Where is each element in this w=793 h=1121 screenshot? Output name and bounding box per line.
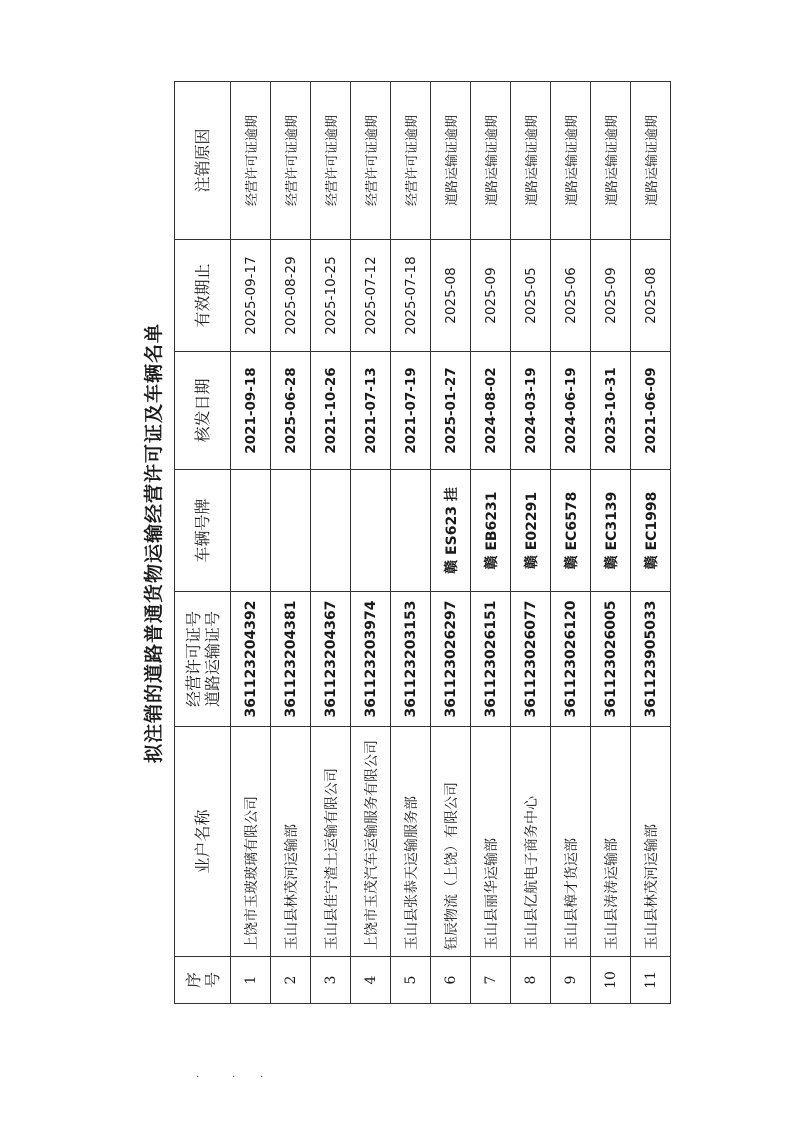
cell-reason: 经营许可证逾期: [391, 82, 431, 240]
cell-expiry: 2025-07-18: [391, 240, 431, 352]
cell-reason: 经营许可证逾期: [231, 82, 271, 240]
table-row: [471, 82, 511, 1004]
cell-reason: 经营许可证逾期: [271, 82, 311, 240]
table-row: [231, 82, 271, 1004]
cell-reason: 道路运输证逾期: [471, 82, 511, 240]
table-row: [551, 82, 591, 1004]
header-index-line1: 序: [183, 972, 203, 989]
cell-index: 7: [471, 957, 511, 1004]
cell-permit-number: 361123204392: [231, 592, 271, 727]
table-row: [271, 82, 311, 1004]
header-issue-date: 核发日期: [175, 352, 231, 470]
header-reason: 注销原因: [175, 82, 231, 240]
cell-plate: 赣 EC1998: [631, 470, 671, 592]
cell-plate: [391, 470, 431, 592]
cell-permit-number: 361123203974: [351, 592, 391, 727]
cell-issue-date: 2024-08-02: [471, 352, 511, 470]
cell-index: 10: [591, 957, 631, 1004]
table-row: [631, 82, 671, 1004]
cell-expiry: 2025-09-17: [231, 240, 271, 352]
cell-expiry: 2025-08: [631, 240, 671, 352]
cell-plate: [231, 470, 271, 592]
cell-expiry: 2025-09: [591, 240, 631, 352]
table-body: [231, 82, 671, 1004]
header-plate: 车辆号牌: [175, 470, 231, 592]
header-row: [175, 82, 231, 1004]
cell-reason: 经营许可证逾期: [311, 82, 351, 240]
cell-plate: [351, 470, 391, 592]
cell-business-name: 玉山县林茂河运输部: [271, 727, 311, 957]
header-expiry: 有效期止: [175, 240, 231, 352]
cell-reason: 道路运输证逾期: [551, 82, 591, 240]
rotated-document: [140, 82, 670, 1004]
cell-issue-date: 2023-10-31: [591, 352, 631, 470]
cell-index: 4: [351, 957, 391, 1004]
cell-issue-date: 2025-06-28: [271, 352, 311, 470]
cell-index: 2: [271, 957, 311, 1004]
header-index: [175, 957, 231, 1004]
cell-issue-date: 2021-09-18: [231, 352, 271, 470]
deregistration-table: [174, 81, 671, 1004]
document-title: 拟注销的道路普通货物运输经营许可证及车辆名单: [143, 323, 165, 764]
cell-issue-date: 2025-01-27: [431, 352, 471, 470]
cell-expiry: 2025-05: [511, 240, 551, 352]
cell-index: 6: [431, 957, 471, 1004]
table-row: [391, 82, 431, 1004]
scan-mark: ·: [196, 1072, 200, 1083]
cell-expiry: 2025-10-25: [311, 240, 351, 352]
cell-plate: 赣 EB6231: [471, 470, 511, 592]
scan-mark: ·: [232, 1072, 236, 1083]
cell-permit-number: 361123204367: [311, 592, 351, 727]
cell-business-name: 玉山县亿航电子商务中心: [511, 727, 551, 957]
cell-business-name: 上饶市玉玻玻璃有限公司: [231, 727, 271, 957]
header-permit-line1: 经营许可证号: [183, 611, 203, 708]
scan-mark: ·: [260, 1072, 264, 1083]
cell-issue-date: 2024-03-19: [511, 352, 551, 470]
cell-permit-number: 361123204381: [271, 592, 311, 727]
cell-reason: 经营许可证逾期: [351, 82, 391, 240]
header-name: 业户名称: [175, 727, 231, 957]
cell-index: 11: [631, 957, 671, 1004]
cell-permit-number: 361123203153: [391, 592, 431, 727]
cell-expiry: 2025-07-12: [351, 240, 391, 352]
cell-reason: 道路运输证逾期: [631, 82, 671, 240]
cell-permit-number: 361123026077: [511, 592, 551, 727]
cell-plate: [311, 470, 351, 592]
header-permit-line2: 道路运输证号: [202, 611, 222, 708]
cell-permit-number: 361123026005: [591, 592, 631, 727]
header-permit: [175, 592, 231, 727]
cell-issue-date: 2021-07-19: [391, 352, 431, 470]
header-index-line2: 号: [202, 972, 222, 989]
cell-permit-number: 361123905033: [631, 592, 671, 727]
cell-index: 5: [391, 957, 431, 1004]
table-row: [351, 82, 391, 1004]
cell-business-name: 玉山县张恭天运输服务部: [391, 727, 431, 957]
table-row: [591, 82, 631, 1004]
cell-issue-date: 2021-10-26: [311, 352, 351, 470]
cell-plate: [271, 470, 311, 592]
table-row: [311, 82, 351, 1004]
table-row: [511, 82, 551, 1004]
cell-business-name: 钰辰物流（上饶）有限公司: [431, 727, 471, 957]
cell-index: 3: [311, 957, 351, 1004]
cell-issue-date: 2024-06-19: [551, 352, 591, 470]
cell-index: 1: [231, 957, 271, 1004]
cell-plate: 赣 EC3139: [591, 470, 631, 592]
cell-business-name: 玉山县涛涛运输部: [591, 727, 631, 957]
cell-business-name: 玉山县樟才货运部: [551, 727, 591, 957]
cell-permit-number: 361123026297: [431, 592, 471, 727]
cell-business-name: 玉山县丽华运输部: [471, 727, 511, 957]
cell-expiry: 2025-08-29: [271, 240, 311, 352]
cell-plate: 赣 EC6578: [551, 470, 591, 592]
cell-index: 9: [551, 957, 591, 1004]
cell-permit-number: 361123026120: [551, 592, 591, 727]
cell-business-name: 上饶市玉茂汽车运输服务有限公司: [351, 727, 391, 957]
cell-reason: 道路运输证逾期: [511, 82, 551, 240]
cell-expiry: 2025-06: [551, 240, 591, 352]
cell-reason: 道路运输证逾期: [431, 82, 471, 240]
table-row: [431, 82, 471, 1004]
cell-issue-date: 2021-07-13: [351, 352, 391, 470]
cell-issue-date: 2021-06-09: [631, 352, 671, 470]
cell-business-name: 玉山县林茂河运输部: [631, 727, 671, 957]
cell-reason: 道路运输证逾期: [591, 82, 631, 240]
cell-expiry: 2025-09: [471, 240, 511, 352]
cell-index: 8: [511, 957, 551, 1004]
cell-plate: 赣 E02291: [511, 470, 551, 592]
cell-expiry: 2025-08: [431, 240, 471, 352]
cell-business-name: 玉山县佳宁渣土运输有限公司: [311, 727, 351, 957]
cell-plate: 赣 ES623 挂: [431, 470, 471, 592]
cell-permit-number: 361123026151: [471, 592, 511, 727]
